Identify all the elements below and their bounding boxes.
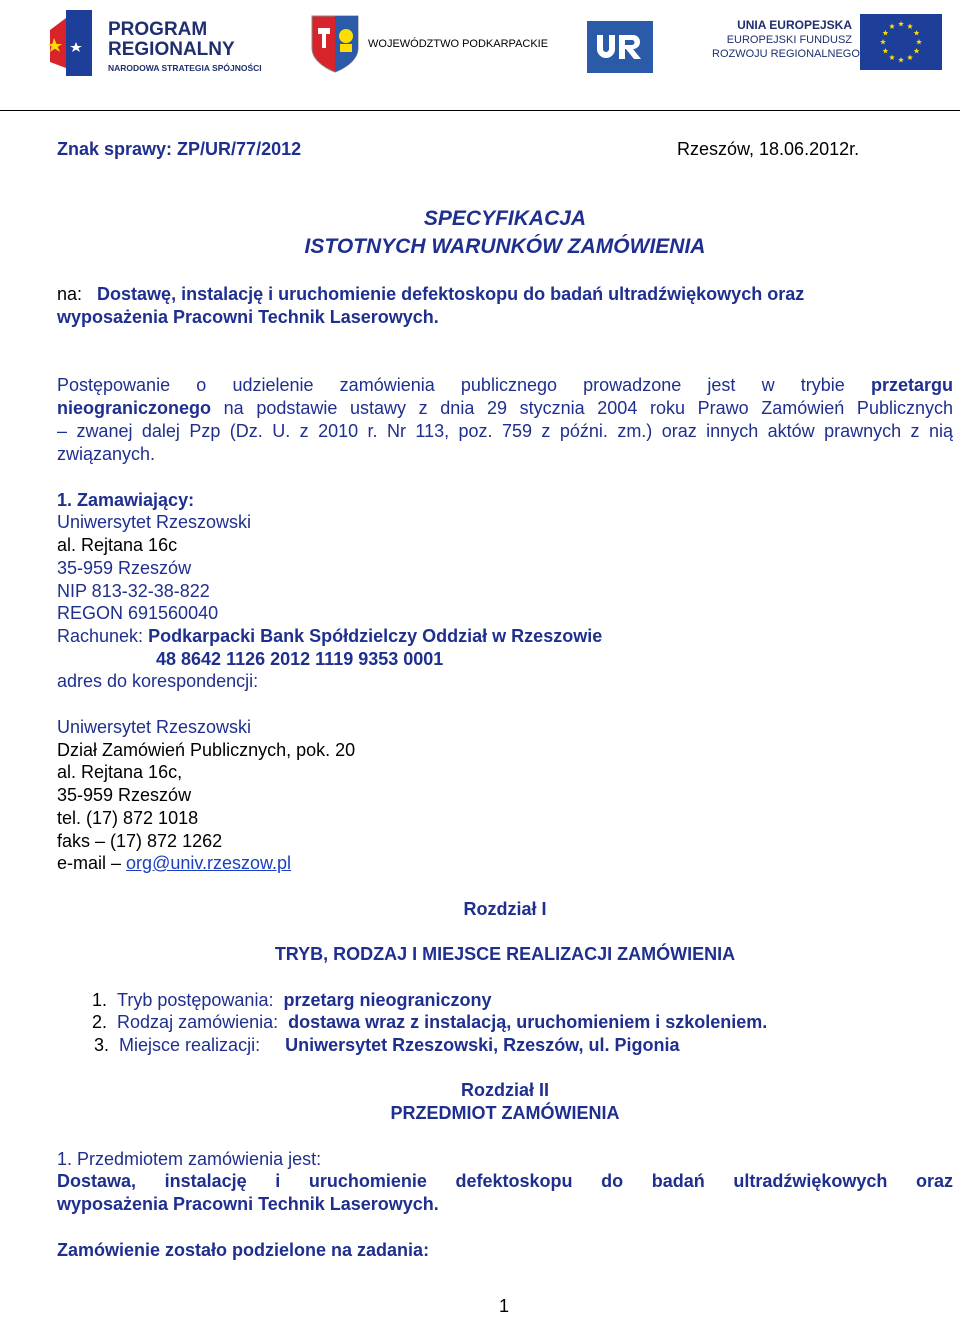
subject-text-1: Dostawę, instalację i uruchomienie defektoskopu do badań ultradźwiękowych oraz — [97, 284, 805, 304]
program-logo-line3: NARODOWA STRATEGIA SPÓJNOŚCI — [108, 63, 262, 73]
buyer-heading: 1. Zamawiający: — [57, 490, 195, 510]
procedure-text-2a: nieograniczonego — [57, 398, 212, 418]
procedure-text-2b: na podstawie ustawy z dnia 29 stycznia 2004 roku Prawo Zamówień Publicznych — [223, 398, 953, 418]
corr-street: al. Rejtana 16c, — [57, 762, 183, 782]
item-value: Uniwersytet Rzeszowski, Rzeszów, ul. Pigonia — [285, 1035, 680, 1055]
item-label: Miejsce realizacji: — [119, 1035, 261, 1055]
wojewodztwo-logo — [310, 14, 549, 76]
program-logo-line1: PROGRAM — [108, 19, 208, 40]
case-number: Znak sprawy: ZP/UR/77/2012 — [57, 139, 302, 159]
region-label: WOJEWÓDZTWO PODKARPACKIE — [368, 38, 549, 50]
procedure-line3: – zwanej dalej Pzp (Dz. U. z 2010 r. Nr 113, poz. 759 z późni. zm.) oraz innych aktów prawnych z nią — [57, 421, 953, 441]
account-number: 48 8642 1126 2012 1119 9353 0001 — [156, 649, 444, 669]
chapter1-item-1 — [92, 989, 492, 1012]
ur-logo-icon — [587, 21, 653, 73]
document-title-line2: ISTOTNYCH WARUNKÓW ZAMÓWIENIA — [304, 235, 706, 258]
eu-flag-icon — [860, 14, 942, 70]
item-label: Rodzaj zamówienia: — [117, 1012, 279, 1032]
coat-of-arms-icon — [310, 14, 360, 74]
chapter1-title: TRYB, RODZAJ I MIEJSCE REALIZACJI ZAMÓWIENIA — [274, 944, 736, 964]
document-title-line1: SPECYFIKACJA — [423, 207, 587, 230]
program-logo-line2: REGIONALNY — [108, 39, 235, 60]
subject-line1 — [57, 283, 804, 306]
chapter2-heading: Rozdział II — [460, 1080, 549, 1100]
buyer-nip: NIP 813-32-38-822 — [57, 581, 210, 601]
chapter2-subject-line1: Dostawa, instalację i uruchomienie defektoskopu do badań ultradźwiękowych oraz — [57, 1171, 953, 1191]
procedure-text-1b: przetargu — [870, 375, 953, 395]
buyer-city: 35-959 Rzeszów — [57, 558, 192, 578]
chapter2-intro: 1. Przedmiotem zamówienia jest: — [57, 1149, 322, 1169]
corr-city: 35-959 Rzeszów — [57, 785, 192, 805]
account-label: Rachunek: — [57, 626, 144, 646]
corr-name: Uniwersytet Rzeszowski — [57, 717, 252, 737]
chapter2-subject-line2: wyposażenia Pracowni Technik Laserowych. — [57, 1194, 439, 1214]
split-note: Zamówienie zostało podzielone na zadania: — [57, 1240, 430, 1260]
eu-logo-line1: UNIA EUROPEJSKA — [737, 18, 852, 32]
bank-name: Podkarpacki Bank Spółdzielczy Oddział w Rzeszowie — [148, 626, 603, 646]
buyer-regon: REGON 691560040 — [57, 603, 219, 623]
program-regionalny-emblem-icon — [46, 8, 96, 78]
eu-logo-line2: EUROPEJSKI FUNDUSZ — [726, 34, 852, 46]
item-number: 2. — [92, 1012, 108, 1032]
item-number: 3. — [94, 1035, 110, 1055]
procedure-line2 — [57, 397, 953, 420]
item-number: 1. — [92, 990, 108, 1010]
buyer-name: Uniwersytet Rzeszowski — [57, 512, 252, 532]
corr-fax: faks – (17) 872 1262 — [57, 831, 223, 851]
email-link[interactable]: org@univ.rzeszow.pl — [126, 853, 292, 873]
corr-tel: tel. (17) 872 1018 — [57, 808, 199, 828]
corr-email-line — [57, 852, 291, 875]
ur-logo — [587, 21, 653, 73]
page-number: 1 — [499, 1296, 510, 1316]
chapter2-title: PRZEDMIOT ZAMÓWIENIA — [390, 1103, 620, 1123]
chapter1-heading: Rozdział I — [463, 899, 547, 919]
subject-prefix: na: — [57, 284, 83, 304]
item-value: przetarg nieograniczony — [283, 990, 492, 1010]
subject-line2: wyposażenia Pracowni Technik Laserowych. — [57, 307, 439, 327]
buyer-street: al. Rejtana 16c — [57, 535, 178, 555]
chapter1-item-3 — [94, 1034, 680, 1057]
correspondence-label: adres do korespondencji: — [57, 671, 259, 691]
place-date: Rzeszów, 18.06.2012r. — [677, 139, 860, 159]
corr-dept: Dział Zamówień Publicznych, pok. 20 — [57, 740, 356, 760]
program-regionalny-logo — [46, 8, 276, 80]
chapter1-item-2 — [92, 1011, 767, 1034]
procedure-line4: związanych. — [57, 444, 156, 464]
buyer-account-line — [57, 625, 602, 648]
eu-logo — [712, 14, 944, 70]
item-value: dostawa wraz z instalacją, uruchomieniem i szkoleniem. — [288, 1012, 768, 1032]
procedure-line1 — [57, 374, 953, 397]
email-label: e-mail – — [57, 853, 122, 873]
item-label: Tryb postępowania: — [117, 990, 274, 1010]
procedure-text-1a: Postępowanie o udzielenie zamówienia publicznego prowadzone jest w trybie — [57, 375, 845, 395]
header-divider — [0, 110, 960, 111]
eu-logo-line3: ROZWOJU REGIONALNEGO — [712, 48, 860, 60]
